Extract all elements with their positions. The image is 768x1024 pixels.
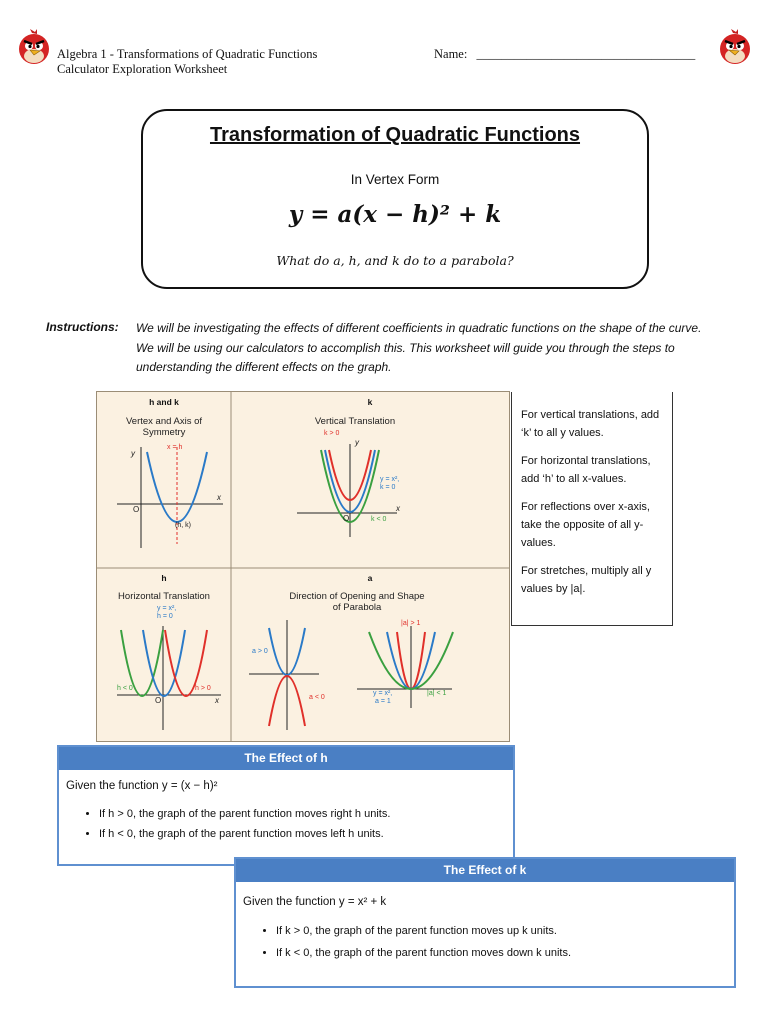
- header-course-title: Algebra 1 - Transformations of Quadratic Functions: [57, 47, 318, 61]
- x-axis-label: x: [396, 504, 400, 513]
- name-line: [434, 47, 695, 62]
- label-y-equals-x-squared: y = x²,: [373, 690, 393, 697]
- effect-of-h-list: [59, 804, 513, 844]
- label-h-zero: h = 0: [157, 613, 173, 620]
- box-question: What do a, h, and k do to a parabola?: [276, 253, 514, 268]
- transformation-notes: [511, 392, 673, 626]
- transformation-graph-grid: [96, 391, 510, 742]
- label-y-equals-x-squared: y = x²,: [157, 605, 177, 612]
- label-abs-a-less-than-one: |a| < 1: [427, 690, 447, 697]
- label-vertex-h-k: (h, k): [175, 522, 191, 529]
- x-axis-label: x: [217, 493, 221, 502]
- instructions-label: Instructions:: [46, 320, 119, 334]
- graph-grid-svg: [97, 392, 509, 741]
- note-reflection: For reflections over x-axis, take the opposite of all y-values.: [521, 501, 650, 549]
- note-vertical: For vertical translations, add ‘k’ to all y values.: [521, 409, 660, 439]
- direction-of-opening-graph: [249, 620, 319, 730]
- label-a-negative: a < 0: [309, 694, 325, 701]
- box-title: Transformation of Quadratic Functions: [209, 124, 581, 146]
- list-item: • If k > 0, the graph of the parent function moves up k units.: [276, 920, 734, 942]
- box-subtitle: In Vertex Form: [350, 172, 440, 187]
- cell-header-h: h: [161, 573, 167, 583]
- cell-title-direction-shape: Direction of Opening and Shape of Parabola: [289, 591, 425, 613]
- list-item: • If k < 0, the graph of the parent function moves down k units.: [276, 942, 734, 964]
- label-h-positive: h > 0: [195, 685, 211, 692]
- name-blank[interactable]: ___________________________________: [476, 47, 696, 61]
- vertex-form-equation: y = a(x − h)² + k: [288, 201, 502, 228]
- effect-of-k-list: [236, 920, 734, 964]
- list-item: • If h > 0, the graph of the parent function moves right h units.: [99, 804, 513, 824]
- effect-of-k-panel: [234, 857, 736, 988]
- cell-title-horizontal-translation: Horizontal Translation: [118, 591, 210, 602]
- x-axis-label: x: [215, 696, 219, 705]
- vertex-axis-graph: [117, 447, 223, 548]
- horizontal-translation-graph: [117, 626, 221, 730]
- angry-bird-icon: [16, 29, 52, 65]
- angry-bird-icon: [717, 29, 753, 65]
- label-a-equals-one: a = 1: [375, 698, 391, 705]
- effect-of-h-title: The Effect of h: [59, 747, 513, 770]
- list-item: • If h < 0, the graph of the parent function moves left h units.: [99, 824, 513, 844]
- label-h-negative: h < 0: [117, 685, 133, 692]
- label-k-zero: k = 0: [380, 484, 396, 491]
- note-horizontal: For horizontal translations, add ‘h’ to all x-values.: [521, 455, 651, 485]
- y-axis-label: y: [355, 438, 359, 447]
- effect-of-k-title: The Effect of k: [236, 859, 734, 882]
- note-stretch: For stretches, multiply all y values by |a|.: [521, 565, 652, 595]
- label-a-positive: a > 0: [252, 648, 268, 655]
- y-axis-label: y: [131, 449, 135, 458]
- name-label: Name:: [434, 47, 468, 61]
- origin-label: O: [155, 696, 162, 705]
- title-box: [141, 109, 649, 289]
- label-x-equals-h: x = h: [167, 444, 183, 451]
- label-k-positive: k > 0: [324, 430, 340, 437]
- origin-label: O: [343, 514, 350, 523]
- effect-of-h-given: Given the function y = (x − h)²: [66, 780, 218, 792]
- header-worksheet-title: Calculator Exploration Worksheet: [57, 62, 228, 76]
- instructions-text: We will be investigating the effects of different coefficients in quadratic functions on the shape of the curve. We will be using our calculators to accomplish this. This worksheet will guide you through the steps to understanding the different effects on the graph.: [136, 321, 702, 374]
- cell-header-h-and-k: h and k: [149, 397, 179, 407]
- effect-of-h-panel: [57, 745, 515, 866]
- worksheet-header: [57, 47, 317, 77]
- label-k-negative: k < 0: [371, 516, 387, 523]
- cell-title-vertical-translation: Vertical Translation: [314, 416, 396, 427]
- label-y-equals-x-squared: y = x²,: [380, 476, 400, 483]
- cell-header-k: k: [367, 397, 373, 407]
- label-abs-a-greater-than-one: |a| > 1: [401, 620, 421, 627]
- cell-header-a: a: [367, 573, 373, 583]
- effect-of-k-given: Given the function y = x² + k: [243, 896, 387, 908]
- cell-title-vertex-axis: Vertex and Axis of Symmetry: [125, 416, 203, 438]
- origin-label: O: [133, 505, 140, 514]
